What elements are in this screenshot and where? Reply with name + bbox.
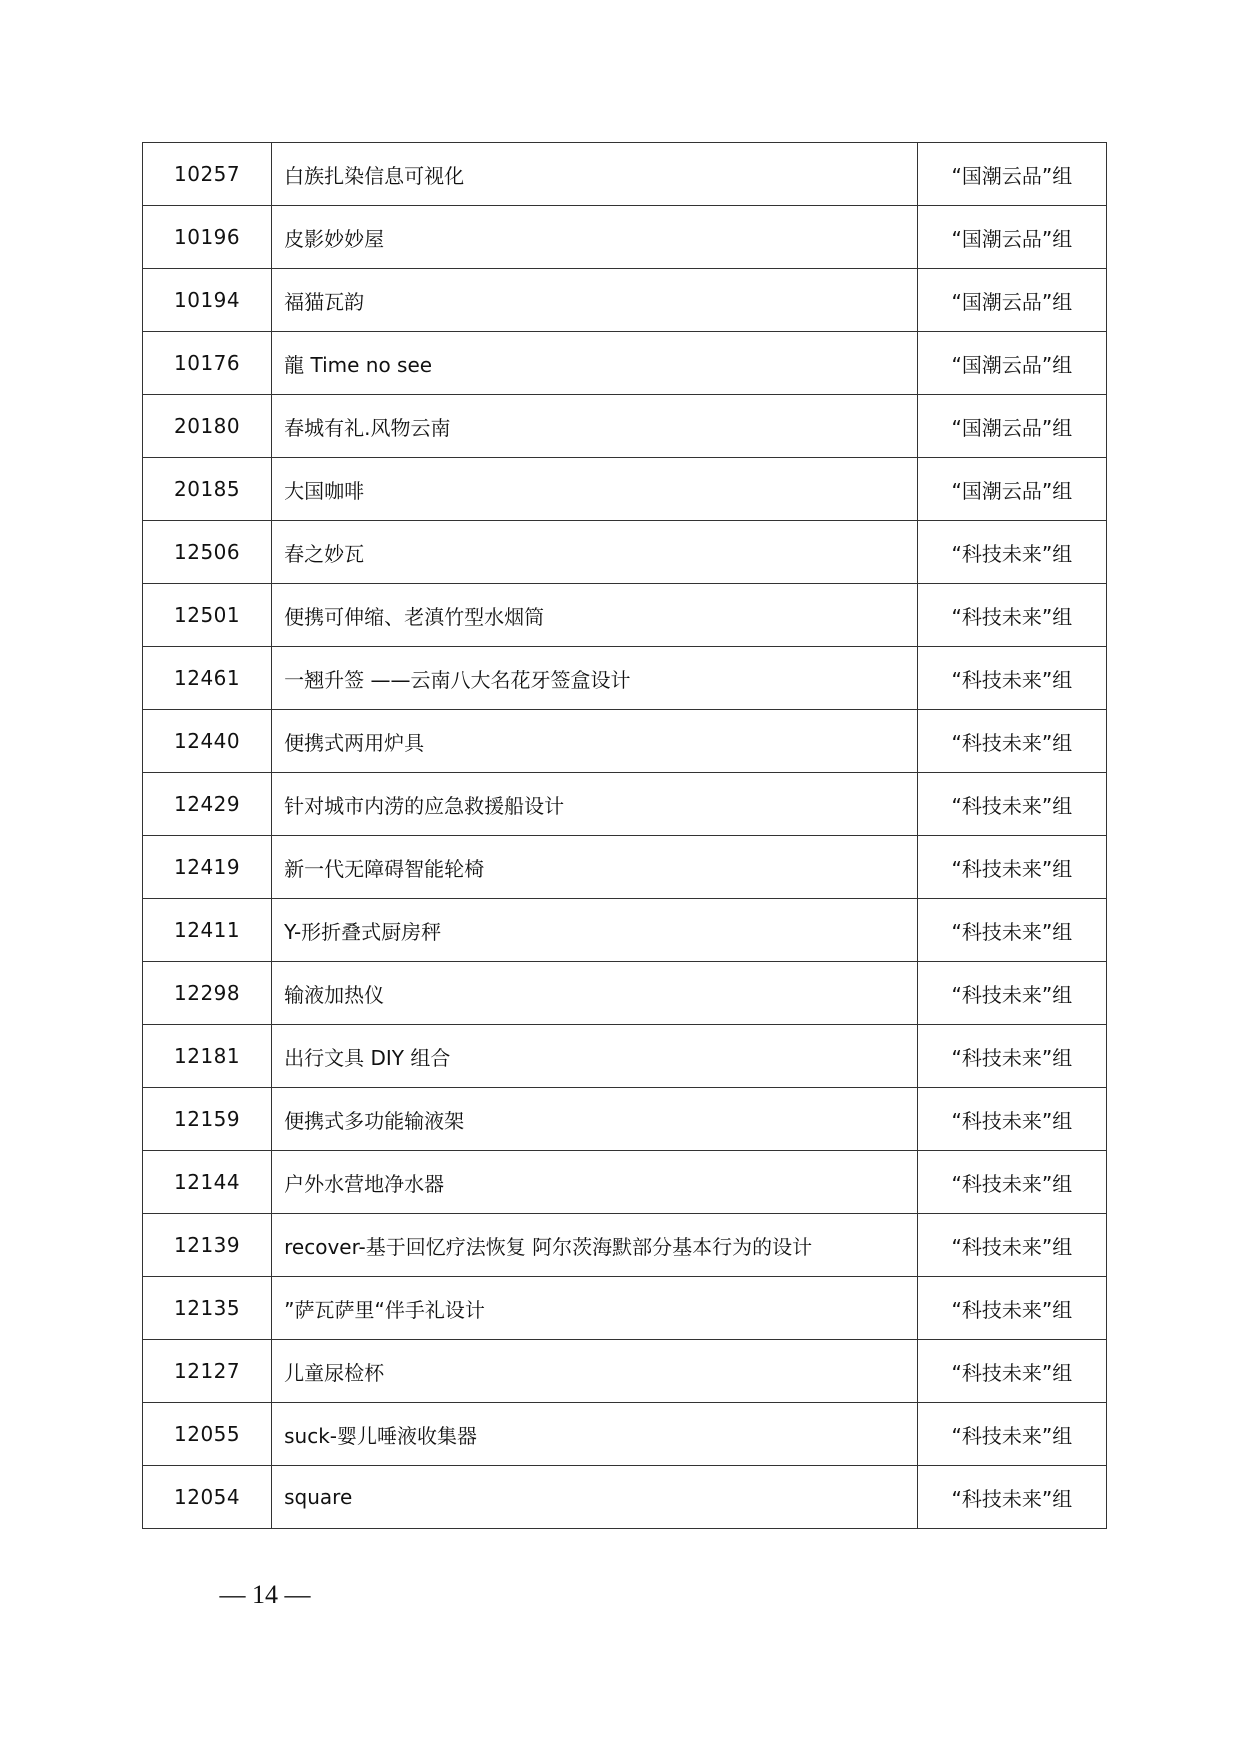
entry-id: 10194	[143, 269, 272, 332]
table-row	[143, 836, 1107, 899]
entry-title: 春城有礼.风物云南	[272, 395, 918, 458]
entry-id: 10176	[143, 332, 272, 395]
table-row	[143, 1151, 1107, 1214]
entry-group: “国潮云品”组	[917, 143, 1106, 206]
entry-id: 10257	[143, 143, 272, 206]
entry-group: “科技未来”组	[917, 773, 1106, 836]
entry-id: 12181	[143, 1025, 272, 1088]
table-row	[143, 773, 1107, 836]
entry-group: “科技未来”组	[917, 647, 1106, 710]
entry-group: “科技未来”组	[917, 1025, 1106, 1088]
table-row	[143, 206, 1107, 269]
table-row	[143, 584, 1107, 647]
entry-group: “国潮云品”组	[917, 458, 1106, 521]
table-row	[143, 269, 1107, 332]
entry-group: “科技未来”组	[917, 1088, 1106, 1151]
entry-title: suck-婴儿唾液收集器	[272, 1403, 918, 1466]
entry-title: 便携式两用炉具	[272, 710, 918, 773]
entry-id: 12429	[143, 773, 272, 836]
entry-title: 大国咖啡	[272, 458, 918, 521]
entry-title: square	[272, 1466, 918, 1529]
table-row	[143, 521, 1107, 584]
entry-title: 一翘升签 ——云南八大名花牙签盒设计	[272, 647, 918, 710]
entry-title: 皮影妙妙屋	[272, 206, 918, 269]
entry-id: 12501	[143, 584, 272, 647]
entry-id: 10196	[143, 206, 272, 269]
entry-group: “科技未来”组	[917, 962, 1106, 1025]
entry-title: 便携式多功能输液架	[272, 1088, 918, 1151]
entry-title: 春之妙瓦	[272, 521, 918, 584]
table-row	[143, 1025, 1107, 1088]
table-row	[143, 1214, 1107, 1277]
table-row	[143, 647, 1107, 710]
page-number: — 14 —	[219, 1580, 311, 1609]
entry-title: 输液加热仪	[272, 962, 918, 1025]
table-row	[143, 1088, 1107, 1151]
entry-title: 龍 Time no see	[272, 332, 918, 395]
table-row	[143, 1277, 1107, 1340]
award-list-table	[142, 142, 1107, 1529]
entry-group: “科技未来”组	[917, 1340, 1106, 1403]
entry-id: 12461	[143, 647, 272, 710]
entry-id: 20180	[143, 395, 272, 458]
entry-id: 12506	[143, 521, 272, 584]
table-row	[143, 962, 1107, 1025]
table-row	[143, 332, 1107, 395]
entry-title: ”萨瓦萨里“伴手礼设计	[272, 1277, 918, 1340]
table-row	[143, 1466, 1107, 1529]
entry-group: “科技未来”组	[917, 710, 1106, 773]
table-row	[143, 395, 1107, 458]
entry-title: recover-基于回忆疗法恢复 阿尔茨海默部分基本行为的设计	[272, 1214, 918, 1277]
entry-group: “科技未来”组	[917, 1277, 1106, 1340]
entry-id: 12298	[143, 962, 272, 1025]
entry-id: 12419	[143, 836, 272, 899]
entry-id: 12055	[143, 1403, 272, 1466]
entry-group: “科技未来”组	[917, 899, 1106, 962]
entry-id: 12139	[143, 1214, 272, 1277]
entry-group: “科技未来”组	[917, 836, 1106, 899]
entry-group: “国潮云品”组	[917, 395, 1106, 458]
entry-title: 儿童尿检杯	[272, 1340, 918, 1403]
table-row	[143, 458, 1107, 521]
entry-title: 户外水营地净水器	[272, 1151, 918, 1214]
entry-id: 12159	[143, 1088, 272, 1151]
entry-title: 针对城市内涝的应急救援船设计	[272, 773, 918, 836]
entry-title: 新一代无障碍智能轮椅	[272, 836, 918, 899]
table-row	[143, 710, 1107, 773]
entry-id: 12411	[143, 899, 272, 962]
entry-id: 12127	[143, 1340, 272, 1403]
entry-id: 12440	[143, 710, 272, 773]
table-row	[143, 899, 1107, 962]
entry-group: “科技未来”组	[917, 1214, 1106, 1277]
entry-title: Y-形折叠式厨房秤	[272, 899, 918, 962]
entry-group: “国潮云品”组	[917, 269, 1106, 332]
entry-group: “科技未来”组	[917, 1151, 1106, 1214]
entry-title: 白族扎染信息可视化	[272, 143, 918, 206]
entry-group: “科技未来”组	[917, 1466, 1106, 1529]
entry-group: “国潮云品”组	[917, 332, 1106, 395]
table-row	[143, 143, 1107, 206]
entry-id: 20185	[143, 458, 272, 521]
entry-group: “科技未来”组	[917, 584, 1106, 647]
entry-id: 12054	[143, 1466, 272, 1529]
entry-group: “科技未来”组	[917, 521, 1106, 584]
entry-title: 出行文具 DIY 组合	[272, 1025, 918, 1088]
entry-id: 12144	[143, 1151, 272, 1214]
entry-title: 便携可伸缩、老滇竹型水烟筒	[272, 584, 918, 647]
table-row	[143, 1403, 1107, 1466]
entry-title: 福猫瓦韵	[272, 269, 918, 332]
entry-id: 12135	[143, 1277, 272, 1340]
entry-group: “国潮云品”组	[917, 206, 1106, 269]
table-row	[143, 1340, 1107, 1403]
entry-group: “科技未来”组	[917, 1403, 1106, 1466]
